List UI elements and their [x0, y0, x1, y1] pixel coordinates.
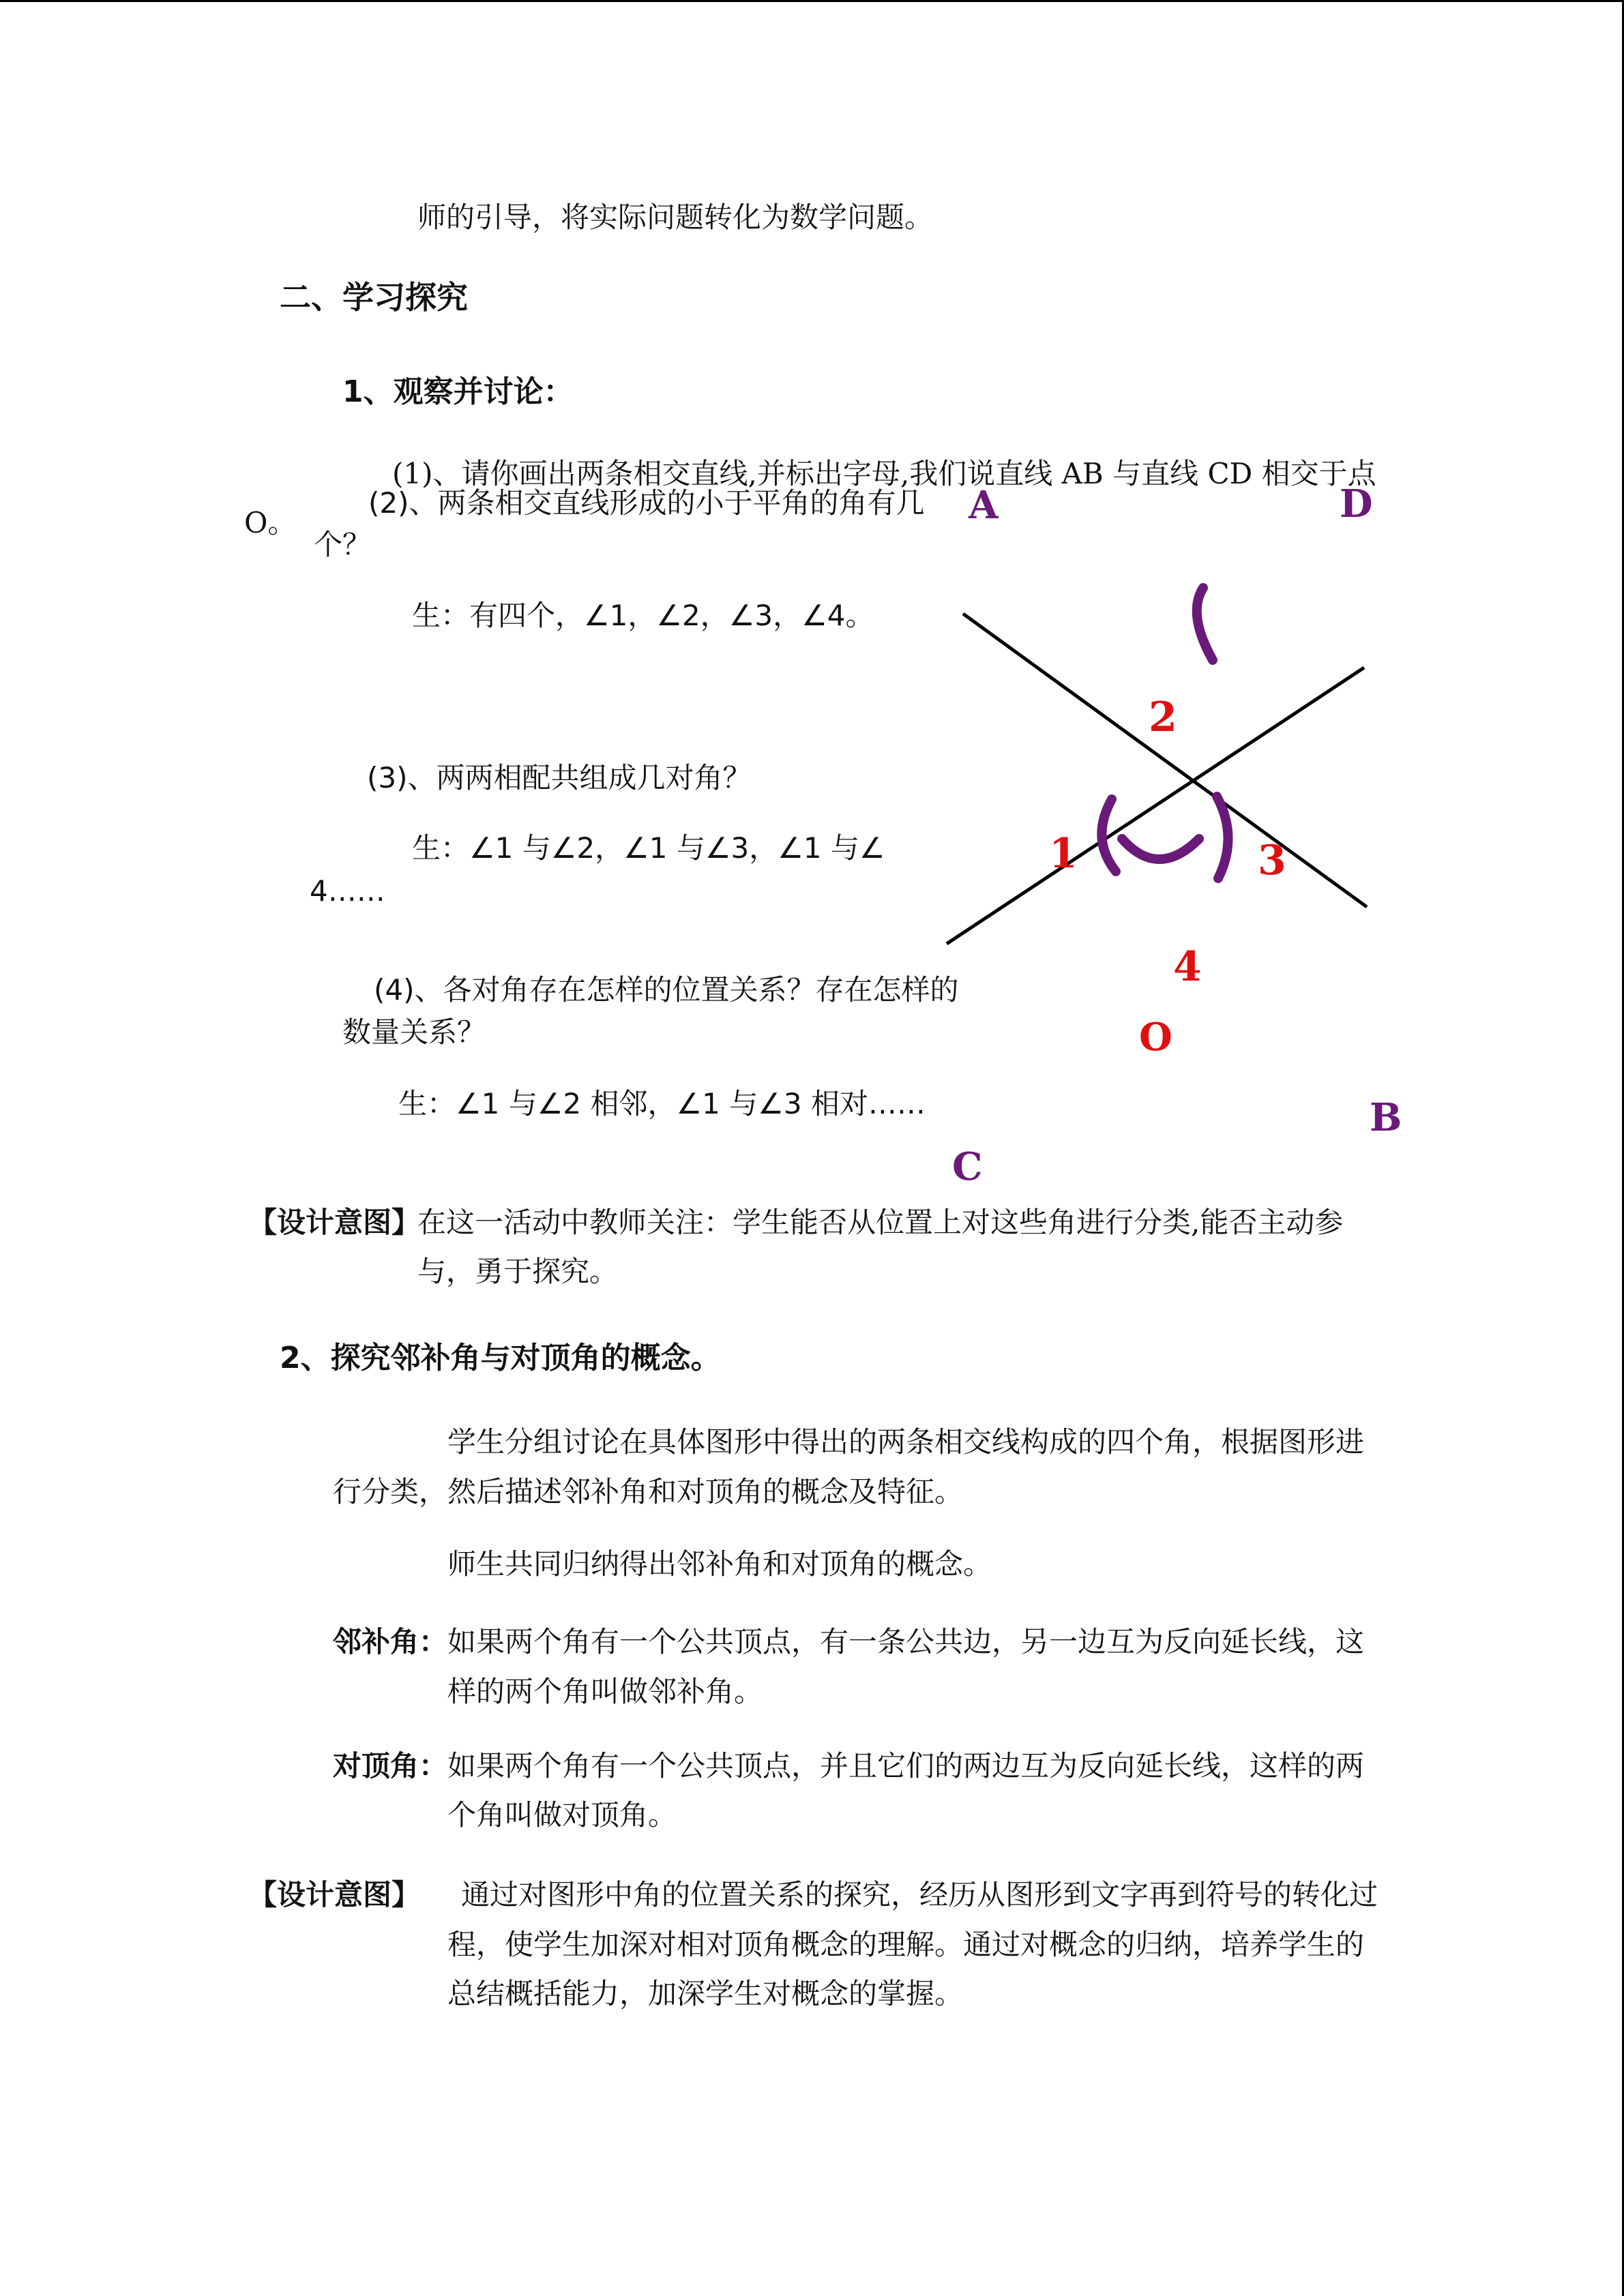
definition-adjacent-line-2: 样的两个角叫做邻补角。: [447, 1675, 763, 1708]
point-label-C: C: [952, 1144, 983, 1189]
answer-3-line-2: 4……: [310, 874, 385, 908]
intersecting-lines-figure: [914, 471, 1432, 1207]
subsection-1-title: 1、观察并讨论：: [342, 374, 574, 409]
angle-label-4: 4: [1173, 943, 1202, 991]
top-border: [0, 0, 1624, 2]
definition-vertical-label: 对顶角：: [333, 1749, 448, 1783]
question-4-line-1: (4)、各对角存在怎样的位置关系？存在怎样的: [374, 973, 959, 1007]
answer-3-line-1: 生：∠1 与∠2，∠1 与∠3，∠1 与∠: [412, 831, 885, 865]
angle-arc-right: [1217, 796, 1228, 878]
point-label-A: A: [969, 483, 999, 528]
section-title: 二、学习探究: [280, 279, 468, 316]
angle-label-2: 2: [1149, 694, 1177, 741]
answer-2: 生：有四个，∠1，∠2，∠3，∠4。: [412, 599, 874, 632]
design-intent-2-label: 【设计意图】: [248, 1878, 421, 1911]
definition-vertical-line-1: 如果两个角有一个公共顶点，并且它们的两边互为反向延长线，这样的两: [447, 1749, 1365, 1783]
question-1-line-1: (1)、请你画出两条相交直线,并标出字母,我们说直线 AB 与直线 CD 相交于点: [392, 457, 1376, 490]
point-label-O: O: [1139, 1015, 1172, 1060]
design-intent-2-line-1: 通过对图形中角的位置关系的探究，经历从图形到文字再到符号的转化过: [461, 1878, 1378, 1911]
question-3: (3)、两两相配共组成几对角？: [367, 761, 752, 794]
design-intent-1-line-1: 在这一活动中教师关注：学生能否从位置上对这些角进行分类,能否主动参: [417, 1206, 1344, 1239]
point-label-B: B: [1370, 1095, 1402, 1140]
paragraph-2: 师生共同归纳得出邻补角和对顶角的概念。: [447, 1547, 992, 1581]
angle-label-3: 3: [1258, 837, 1286, 884]
paragraph-1-line-1: 学生分组讨论在具体图形中得出的两条相交线构成的四个角，根据图形进: [447, 1425, 1365, 1459]
question-1-line-2: O。: [244, 506, 297, 539]
definition-adjacent-line-1: 如果两个角有一个公共顶点，有一条公共边，另一边互为反向延长线，这: [447, 1625, 1365, 1658]
intro-continuation: 师的引导，将实际问题转化为数学问题。: [417, 200, 934, 234]
design-intent-2-line-2: 程，使学生加深对相对顶角概念的理解。通过对概念的归纳，培养学生的: [447, 1928, 1365, 1961]
design-intent-1-label: 【设计意图】: [248, 1206, 421, 1239]
point-label-D: D: [1340, 481, 1373, 526]
design-intent-1-line-2: 与，勇于探究。: [417, 1255, 619, 1288]
definition-adjacent-label: 邻补角：: [333, 1625, 448, 1658]
angle-label-1: 1: [1049, 830, 1078, 878]
question-4-line-2: 数量关系？: [342, 1015, 486, 1049]
answer-4: 生：∠1 与∠2 相邻，∠1 与∠3 相对……: [398, 1087, 926, 1120]
paragraph-1-line-2: 行分类，然后描述邻补角和对顶角的概念及特征。: [333, 1475, 964, 1508]
angle-arc-top: [1197, 588, 1213, 660]
angle-arc-bottom: [1122, 839, 1199, 859]
subsection-2-title: 2、探究邻补角与对顶角的概念。: [280, 1341, 721, 1375]
design-intent-2-line-3: 总结概括能力，加深学生对概念的掌握。: [447, 1977, 964, 2010]
question-2-line-1: (2)、两条相交直线形成的小于平角的角有几: [368, 486, 925, 520]
definition-vertical-line-2: 个角叫做对顶角。: [447, 1798, 677, 1832]
question-2-line-2: 个？: [314, 528, 372, 561]
